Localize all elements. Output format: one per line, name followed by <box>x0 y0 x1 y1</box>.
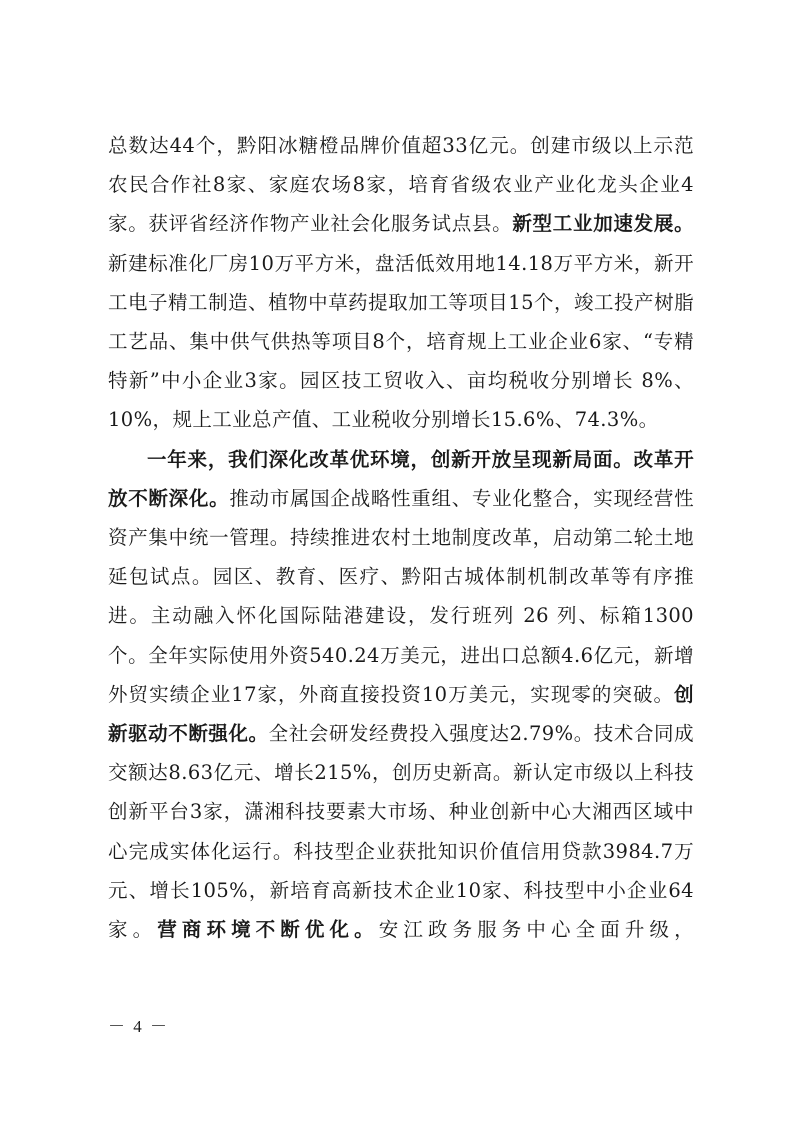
text-run: 推动市属国企战略性重组、专业化整合，实现经营性资产集中统一管理。持续推进农村土地制度改革，启动第二轮土地延包试点。园区、教育、医疗、黔阳古城体制机制改革等有序推进。主动融入怀化国际陆港建设，发行班列 26 列、标箱1300个。全年实际使用外资540.24万美元，进出口总额4.6亿元，新增外贸实绩企业17家，外商直接投资10万美元，实现零的突破。 <box>108 486 694 706</box>
text-run: 全社会研发经费投入强度达2.79%。技术合同成交额达8.63亿元、增长215%，创历史新高。新认定市级以上科技创新平台3家，潇湘科技要素大市场、种业创新中心大湘西区域中心完成实体化运行。科技型企业获批知识价值信用贷款3984.7万元、增长105%，新培育高新技术企业10家、科技型中小企业64家。 <box>108 722 695 942</box>
paragraph-agriculture-industry <box>108 126 694 440</box>
paragraph-reform-opening <box>108 440 694 950</box>
text-run: 新建标准化厂房10万平方米，盘活低效用地14.18万平方米，新开工电子精工制造、植物中草药提取加工等项目15个，竣工投产树脂工艺品、集中供气供热等项目8个，培育规上工业企业6家、“专精特新”中小企业3家。园区技工贸收入、亩均税收分别增长 8%、10%，规上工业总产值、工业税收分别增长15.6%、74.3%。 <box>108 251 694 432</box>
text-run: 总数达44个，黔阳冰糖橙品牌价值超33亿元。创建市级以上示范农民合作社8家、家庭农场8家，培育省级农业产业化龙头企业4家。获评省经济作物产业社会化服务试点县。 <box>108 134 694 236</box>
document-body <box>108 126 694 949</box>
bold-heading-new-industry: 新型工业加速发展。 <box>512 212 694 236</box>
text-run: 安江政务服务中心全面升级， <box>378 918 694 942</box>
page-number: － 4 － <box>108 1017 169 1036</box>
bold-heading-innovation: 创新驱动不断强化。 <box>108 682 694 746</box>
bold-heading-business-environment: 营商环境不断优化。 <box>157 918 379 942</box>
bold-heading-reform: 一年来，我们深化改革优环境，创新开放呈现新局面。改革开放不断深化。 <box>108 447 694 510</box>
